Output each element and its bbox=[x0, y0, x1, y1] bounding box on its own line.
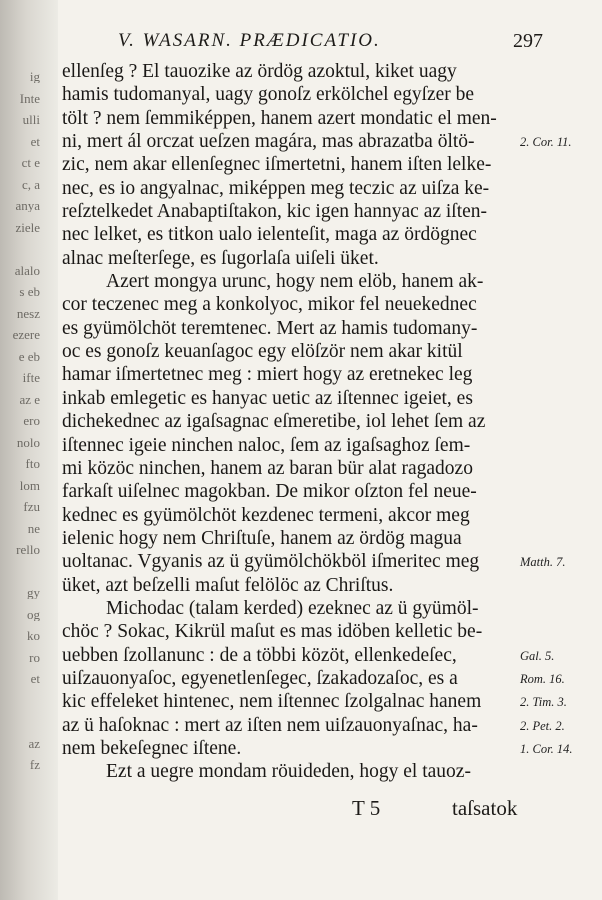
gutter-fragment: ro bbox=[29, 650, 40, 664]
gutter-fragment: s eb bbox=[19, 285, 40, 298]
gutter-fragment: nesz bbox=[16, 306, 40, 320]
gutter-fragment: ko bbox=[27, 629, 40, 642]
gutter-fragment: Inte bbox=[19, 91, 40, 105]
text-line: Michodac (talam kerded) ezeknec az ü gyümöl- bbox=[106, 597, 479, 619]
text-line: nec, es io angyalnac, miképpen meg teczic az uiſza ke- bbox=[62, 177, 490, 199]
text-line: Ezt a uegre mondam röuideden, hogy el tauoz- bbox=[106, 761, 471, 783]
margin-note: 2. Cor. 11. bbox=[520, 135, 572, 150]
gutter-fragment: et bbox=[30, 672, 40, 685]
margin-note: 2. Pet. 2. bbox=[520, 718, 565, 733]
text-line: ellenſeg ? El tauozike az ördög azoktul, kiket uagy bbox=[62, 61, 457, 82]
gutter-fragment: ig bbox=[29, 70, 40, 83]
text-line: uebben ſzollanunc : de a többi közöt, ellenkedeſec, bbox=[62, 644, 457, 666]
text-line: Azert mongya urunc, hogy nem elöb, hanem ak- bbox=[106, 271, 484, 293]
gutter-fragment: fto bbox=[25, 457, 40, 470]
gutter-fragment: ne bbox=[27, 521, 40, 535]
gutter-fragment: ifte bbox=[22, 371, 40, 384]
gutter-fragment: ero bbox=[23, 414, 40, 427]
text-line: tölt ? nem ſemmiképpen, hanem azert mondatic el men- bbox=[62, 107, 497, 129]
text-line: iſtennec igeie ninchen naloc, ſem az igaſsaghoz ſem- bbox=[62, 434, 471, 456]
body-text bbox=[62, 60, 524, 784]
signature-mark: T 5 bbox=[352, 796, 381, 820]
margin-note: Gal. 5. bbox=[520, 648, 555, 663]
text-line: mi közöc ninchen, hanem az baran bür alat ragadozo bbox=[62, 457, 473, 479]
gutter-fragment: gy bbox=[27, 586, 40, 599]
text-line: alnac meſterſege, es ſugorlaſa uiſeli üket. bbox=[62, 247, 379, 269]
text-line: uiſzauonyaſoc, egyenetlenſegec, ſzakadozaſoc, es a bbox=[62, 667, 458, 689]
text-line: es gyümölchöt teremtenec. Mert az hamis tudomany- bbox=[62, 317, 478, 339]
gutter-fragment: rello bbox=[16, 543, 40, 556]
gutter-fragment: az e bbox=[19, 392, 40, 406]
gutter-fragment: et bbox=[30, 134, 40, 148]
gutter-fragment: ziele bbox=[15, 220, 40, 234]
text-line: ielenic hogy nem Chriſtuſe, hanem az ördög magua bbox=[62, 527, 462, 549]
gutter-fragment: og bbox=[27, 607, 40, 621]
margin-note: Rom. 16. bbox=[520, 672, 565, 687]
text-line: az ü haſoknac : mert az iſten nem uiſzauonyaſnac, ha- bbox=[62, 714, 478, 736]
gutter-fragment: fzu bbox=[23, 500, 40, 513]
gutter-fragment: az bbox=[28, 736, 40, 750]
text-line: reſztelkedet Anabaptiſtakon, kic igen hannyac az iſten- bbox=[62, 201, 488, 223]
gutter-fragment: ezere bbox=[12, 328, 40, 341]
text-line: nem bekeſegnec iſtene. bbox=[62, 737, 242, 759]
gutter-fragment: c, a bbox=[21, 177, 40, 191]
gutter-fragment: e eb bbox=[18, 349, 40, 363]
gutter-fragment: nolo bbox=[16, 435, 40, 449]
text-line: chöc ? Sokac, Kikrül maſut es mas idöben kelletic be- bbox=[62, 621, 483, 643]
gutter-fragment: fz bbox=[29, 758, 40, 771]
text-line: inkab emlegetic es hanyac uetic az iſtennec igeiet, es bbox=[62, 387, 473, 409]
gutter-fragment: anya bbox=[15, 199, 40, 212]
text-line: kednec es gyümölchöt kezdenec termeni, akcor meg bbox=[62, 504, 470, 526]
running-header bbox=[118, 30, 543, 56]
text-line: üket, azt beſzelli maſut felölöc az Chriſtus. bbox=[62, 574, 394, 596]
margin-note: Matth. 7. bbox=[520, 555, 566, 570]
gutter-fragment: ulli bbox=[22, 113, 40, 126]
text-line: oc es gonoſz keuanſagoc egy elöſzör nem akar kitül bbox=[62, 341, 463, 363]
text-line: hamis tudomanyal, uagy gonoſz erkölchel egyſzer be bbox=[62, 84, 475, 106]
text-line: ni, mert ál orczat ueſzen magára, mas abrazatba öltö- bbox=[62, 131, 475, 153]
text-line: nec lelket, es titkon ualo ielenteſit, maga az ördögnec bbox=[62, 224, 477, 246]
text-line: farkaſt uiſelnec magokban. De mikor oſzton fel neue- bbox=[62, 481, 477, 503]
gutter-fragment: lom bbox=[19, 478, 40, 492]
margin-note: 1. Cor. 14. bbox=[520, 742, 573, 757]
binding-gutter bbox=[0, 0, 58, 900]
text-line: zic, nem akar ellenſegnec iſmertetni, hanem iſten lelke- bbox=[62, 154, 492, 176]
catchword: taſsatok bbox=[452, 796, 518, 820]
page-number: 297 bbox=[513, 30, 543, 52]
gutter-fragment: alalo bbox=[14, 263, 40, 277]
margin-note: 2. Tim. 3. bbox=[520, 695, 567, 710]
text-line: cor teczenec meg a konkolyoc, mikor fel neuekednec bbox=[62, 294, 477, 316]
running-title: V. WASARN. PRÆDICATIO. bbox=[118, 30, 381, 51]
text-line: kic effeleket hintenec, nem iſtennec ſzolgalnac hanem bbox=[62, 691, 482, 713]
page-footer bbox=[0, 796, 602, 826]
text-line: dichekednec az igaſsagnac eſmeretibe, iol lehet ſem az bbox=[62, 411, 486, 433]
gutter-fragment: ct e bbox=[21, 156, 40, 169]
text-line: uoltanac. Vgyanis az ü gyümölchökböl iſmeritec meg bbox=[62, 551, 480, 573]
text-line: hamar iſmertetnec meg : miert hogy az eretnekec leg bbox=[62, 364, 473, 386]
